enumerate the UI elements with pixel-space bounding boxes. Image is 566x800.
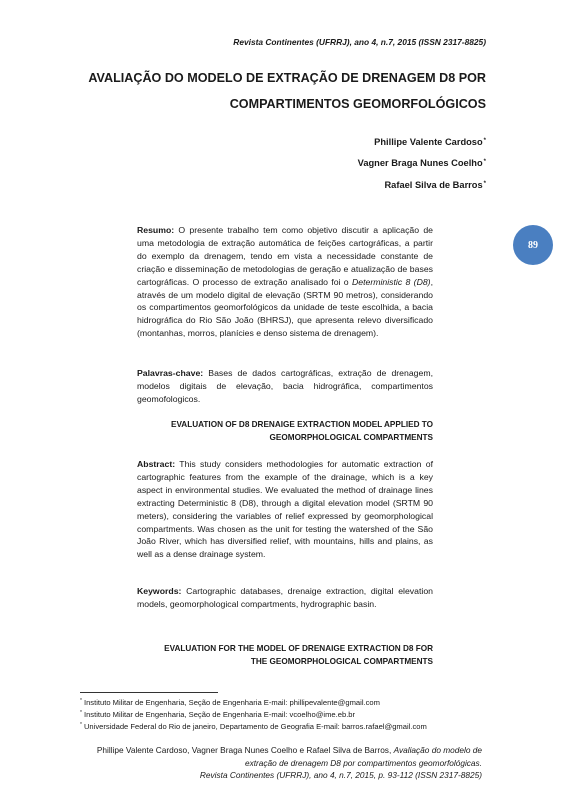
article-title-line-2: COMPARTIMENTOS GEOMORFOLÓGICOS	[229, 97, 486, 111]
palavras-chave-text: Bases de dados cartográficas, extração de drenagem, modelos digitais de elevação, bacia hidrográfica, compartimentos geomofologicos.	[137, 368, 433, 404]
footnote-mark: *	[80, 698, 82, 704]
resumo-text-cont: , através de um modelo digital de elevação (SRTM 90 metros), considerando os compartimentos geomorfológicos da unidade de teste escolhida, a bacia hidrográfica do Rio São João (BHRSJ), que apresenta relevo diversificado (montanhas, morros, planícies e denso sistema de drenagem).	[137, 276, 433, 339]
citation-block	[80, 744, 482, 782]
footnote-text: Universidade Federal do Rio de janeiro, Departamento de Geografia E-mail: barros.rafael@gmail.com	[83, 722, 427, 731]
journal-header: Revista Continentes (UFRRJ), ano 4, n.7, 2015 (ISSN 2317-8825)	[233, 37, 486, 47]
abstract-label: Abstract:	[137, 459, 176, 469]
palavras-chave-label: Palavras-chave:	[137, 368, 204, 378]
footnote-text: Instituto Militar de Engenharia, Seção de Engenharia E-mail: phillipevalente@gmail.com	[83, 698, 380, 707]
abstract-text: This study considers methodologies for automatic extraction of cartographic features from the example of the drainage, which is a key aspect in environmental studies. We evaluated the method of drainage lines extracting Deterministic 8 (D8), through a digital elevation model (SRTM 90 meters), considering the variables of relief expressed by geomorphological compartments. Was chosen as the unit for testing the watershed of the São João River, which has diversified relief, with mountains, hills and plains, as well as a dense drainage system.	[137, 459, 433, 560]
citation-journal: Revista Continentes (UFRRJ), ano 4, n.7, 2015, p. 93-112 (ISSN 2317-8825)	[199, 770, 482, 781]
author-name: Vagner Braga Nunes Coelho	[357, 158, 483, 168]
footnote-text: Instituto Militar de Engenharia, Seção de Engenharia E-mail: vcoelho@ime.eb.br	[83, 710, 356, 719]
author-2	[358, 158, 486, 168]
resumo-text: O presente trabalho tem como objetivo discutir a aplicação de uma metodologia de extração automática de feições cartográficas, a partir do exemplo da drenagem, tendo em vista a necessidade constante de criação e disseminação de metodologias de geração e atualização de bases cartográficas. O processo de extração analisado foi o	[137, 225, 433, 287]
english-title-line-1: EVALUATION OF D8 DRENAIGE EXTRACTION MODEL APPLIED TO	[170, 420, 433, 429]
english-title-line-2: GEOMORPHOLOGICAL COMPARTMENTS	[269, 433, 433, 443]
footnote-3	[80, 722, 427, 733]
resumo-paragraph	[137, 224, 433, 340]
keywords-paragraph	[137, 585, 433, 611]
abstract-paragraph	[137, 458, 433, 561]
keywords-label: Keywords:	[137, 586, 182, 596]
english-title-2	[137, 642, 433, 668]
author-3	[384, 180, 486, 190]
footnote-mark: *	[80, 710, 82, 716]
citation-authors: Phillipe Valente Cardoso, Vagner Braga Nunes Coelho e Rafael Silva de Barros,	[96, 745, 394, 755]
keywords-text: Cartographic databases, drenaige extraction, digital elevation models, geomorphological compartments, hydrographic basin.	[137, 586, 433, 609]
english-title-2-line-1: EVALUATION FOR THE MODEL OF DRENAIGE EXTRACTION D8 FOR	[164, 644, 433, 653]
author-1	[374, 137, 486, 147]
english-title	[137, 418, 433, 444]
author-footnote-mark: *	[483, 138, 486, 144]
footnote-1	[80, 698, 380, 709]
author-name: Phillipe Valente Cardoso	[374, 137, 483, 147]
footnote-mark: *	[80, 722, 82, 728]
footnote-2	[80, 710, 355, 721]
resumo-label: Resumo:	[137, 225, 175, 235]
author-footnote-mark: *	[483, 181, 486, 187]
citation-title: Avaliação do modelo de extração de drenagem D8 por compartimentos geomorfológicas.	[244, 745, 482, 768]
article-title-line-1: AVALIAÇÃO DO MODELO DE EXTRAÇÃO DE DRENAGEM D8 POR	[88, 71, 486, 85]
footnote-divider	[80, 692, 218, 693]
author-name: Rafael Silva de Barros	[384, 180, 483, 190]
resumo-italic-term: Deterministic 8 (D8)	[351, 276, 431, 287]
palavras-chave-paragraph	[137, 367, 433, 406]
page-number-badge: 89	[513, 225, 553, 265]
author-footnote-mark: *	[483, 159, 486, 165]
english-title-2-line-2: THE GEOMORPHOLOGICAL COMPARTMENTS	[250, 657, 433, 667]
